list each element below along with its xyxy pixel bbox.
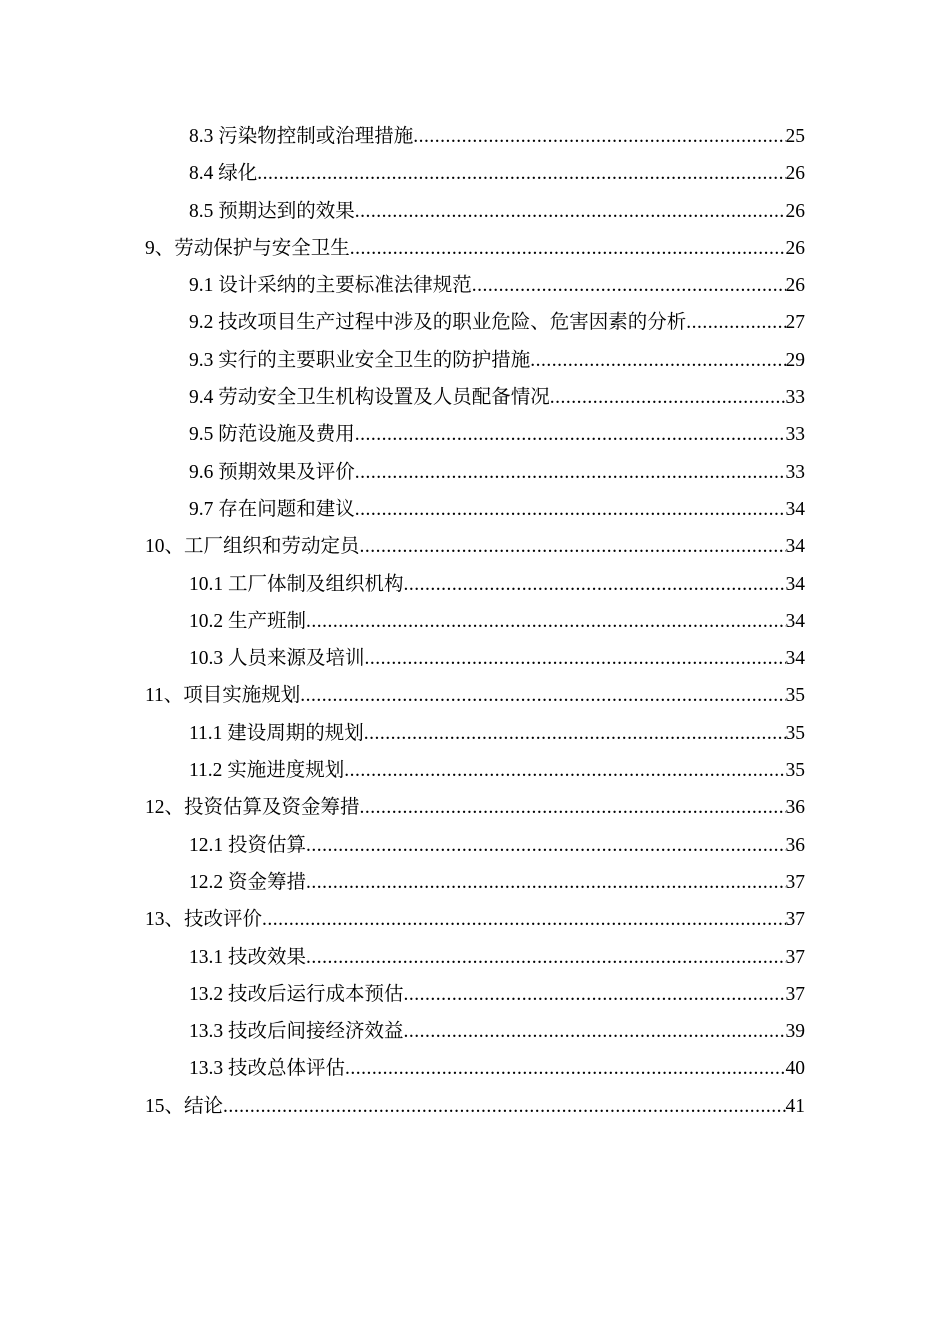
toc-entry[interactable] bbox=[145, 939, 805, 976]
dot-leader bbox=[413, 118, 785, 155]
toc-entry[interactable] bbox=[145, 864, 805, 901]
toc-entry[interactable] bbox=[145, 789, 805, 826]
toc-entry-page: 26 bbox=[785, 237, 805, 259]
toc-entry-page: 34 bbox=[785, 610, 805, 632]
toc-entry-title: 11.2 实施进度规划 bbox=[189, 760, 345, 782]
toc-entry-title: 15、结论 bbox=[145, 1095, 224, 1117]
dot-leader bbox=[306, 939, 785, 976]
dot-leader bbox=[306, 603, 785, 640]
toc-entry-page: 37 bbox=[785, 946, 805, 968]
dot-leader bbox=[360, 528, 786, 565]
toc-entry[interactable] bbox=[145, 827, 805, 864]
toc-entry[interactable] bbox=[145, 491, 805, 528]
toc-entry-title: 9.2 技改项目生产过程中涉及的职业危险、危害因素的分析 bbox=[189, 312, 687, 334]
toc-entry-title: 8.5 预期达到的效果 bbox=[189, 200, 355, 222]
toc-entry-page: 39 bbox=[785, 1021, 805, 1043]
toc-entry-title: 12.2 资金筹措 bbox=[189, 871, 307, 893]
toc-entry-title: 9.6 预期效果及评价 bbox=[189, 461, 355, 483]
toc-entry-page: 40 bbox=[785, 1058, 805, 1080]
dot-leader bbox=[365, 640, 786, 677]
toc-entry-title: 13.3 技改总体评估 bbox=[189, 1058, 346, 1080]
toc-entry-title: 8.4 绿化 bbox=[189, 163, 258, 185]
toc-entry-title: 12.1 投资估算 bbox=[189, 834, 307, 856]
toc-entry-page: 35 bbox=[785, 760, 805, 782]
toc-entry-title: 13.2 技改后运行成本预估 bbox=[189, 983, 404, 1005]
toc-entry-title: 13.3 技改后间接经济效益 bbox=[189, 1021, 404, 1043]
toc-entry-title: 9.5 防范设施及费用 bbox=[189, 424, 355, 446]
toc-entry-page: 33 bbox=[785, 387, 805, 409]
toc-entry[interactable] bbox=[145, 901, 805, 938]
toc-entry-title: 10.1 工厂体制及组织机构 bbox=[189, 573, 404, 595]
toc-entry[interactable] bbox=[145, 640, 805, 677]
toc-entry-page: 29 bbox=[785, 349, 805, 371]
toc-entry-title: 11、项目实施规划 bbox=[145, 685, 301, 707]
toc-entry-page: 36 bbox=[785, 797, 805, 819]
toc-entry[interactable] bbox=[145, 1088, 805, 1125]
toc-entry[interactable] bbox=[145, 304, 805, 341]
toc-entry-page: 26 bbox=[785, 200, 805, 222]
toc-entry[interactable] bbox=[145, 155, 805, 192]
toc-entry-page: 33 bbox=[785, 424, 805, 446]
toc-entry-title: 9.3 实行的主要职业安全卫生的防护措施 bbox=[189, 349, 531, 371]
toc-entry[interactable] bbox=[145, 677, 805, 714]
toc-entry-title: 9、劳动保护与安全卫生 bbox=[145, 237, 350, 259]
toc-entry[interactable] bbox=[145, 230, 805, 267]
toc-entry[interactable] bbox=[145, 715, 805, 752]
dot-leader bbox=[530, 342, 785, 379]
dot-leader bbox=[345, 1050, 785, 1087]
toc-entry[interactable] bbox=[145, 528, 805, 565]
table-of-contents bbox=[145, 118, 805, 1125]
toc-entry-page: 26 bbox=[785, 275, 805, 297]
dot-leader bbox=[404, 976, 786, 1013]
toc-entry-title: 10、工厂组织和劳动定员 bbox=[145, 536, 360, 558]
dot-leader bbox=[355, 193, 786, 230]
toc-entry-title: 9.4 劳动安全卫生机构设置及人员配备情况 bbox=[189, 387, 550, 409]
dot-leader bbox=[404, 566, 786, 603]
toc-entry-title: 13、技改评价 bbox=[145, 909, 263, 931]
toc-entry-page: 33 bbox=[785, 461, 805, 483]
dot-leader bbox=[355, 416, 786, 453]
toc-entry-page: 37 bbox=[785, 909, 805, 931]
toc-entry-title: 9.1 设计采纳的主要标准法律规范 bbox=[189, 275, 472, 297]
dot-leader bbox=[472, 267, 786, 304]
toc-entry[interactable] bbox=[145, 267, 805, 304]
dot-leader bbox=[344, 752, 785, 789]
toc-entry-page: 36 bbox=[785, 834, 805, 856]
toc-entry[interactable] bbox=[145, 454, 805, 491]
toc-entry-title: 12、投资估算及资金筹措 bbox=[145, 797, 360, 819]
toc-entry-page: 35 bbox=[785, 685, 805, 707]
dot-leader bbox=[223, 1088, 785, 1125]
toc-entry[interactable] bbox=[145, 193, 805, 230]
toc-entry[interactable] bbox=[145, 1013, 805, 1050]
toc-entry[interactable] bbox=[145, 342, 805, 379]
toc-entry-title: 10.3 人员来源及培训 bbox=[189, 648, 365, 670]
dot-leader bbox=[355, 454, 786, 491]
dot-leader bbox=[686, 304, 785, 341]
toc-entry-title: 10.2 生产班制 bbox=[189, 610, 307, 632]
toc-entry[interactable] bbox=[145, 416, 805, 453]
toc-entry[interactable] bbox=[145, 1050, 805, 1087]
toc-entry[interactable] bbox=[145, 603, 805, 640]
dot-leader bbox=[306, 864, 785, 901]
toc-entry-page: 34 bbox=[785, 648, 805, 670]
toc-entry-page: 34 bbox=[785, 536, 805, 558]
toc-entry[interactable] bbox=[145, 752, 805, 789]
dot-leader bbox=[404, 1013, 786, 1050]
toc-entry-page: 27 bbox=[785, 312, 805, 334]
toc-entry-title: 8.3 污染物控制或治理措施 bbox=[189, 126, 414, 147]
dot-leader bbox=[300, 677, 785, 714]
dot-leader bbox=[350, 230, 786, 267]
toc-entry-page: 34 bbox=[785, 573, 805, 595]
dot-leader bbox=[306, 827, 785, 864]
dot-leader bbox=[360, 789, 786, 826]
toc-entry-page: 37 bbox=[785, 871, 805, 893]
toc-entry[interactable] bbox=[145, 566, 805, 603]
dot-leader bbox=[257, 155, 785, 192]
dot-leader bbox=[364, 715, 786, 752]
toc-entry[interactable] bbox=[145, 976, 805, 1013]
toc-entry-title: 9.7 存在问题和建议 bbox=[189, 498, 355, 520]
toc-entry-page: 25 bbox=[785, 126, 805, 147]
toc-entry[interactable] bbox=[145, 379, 805, 416]
toc-entry-title: 13.1 技改效果 bbox=[189, 946, 307, 968]
toc-entry-page: 41 bbox=[785, 1095, 805, 1117]
toc-entry-page: 26 bbox=[785, 163, 805, 185]
dot-leader bbox=[262, 901, 785, 938]
dot-leader bbox=[550, 379, 786, 416]
toc-entry-title: 11.1 建设周期的规划 bbox=[189, 722, 364, 744]
toc-entry[interactable] bbox=[145, 118, 805, 155]
toc-entry-page: 37 bbox=[785, 983, 805, 1005]
dot-leader bbox=[355, 491, 786, 528]
toc-entry-page: 35 bbox=[785, 722, 805, 744]
toc-entry-page: 34 bbox=[785, 498, 805, 520]
